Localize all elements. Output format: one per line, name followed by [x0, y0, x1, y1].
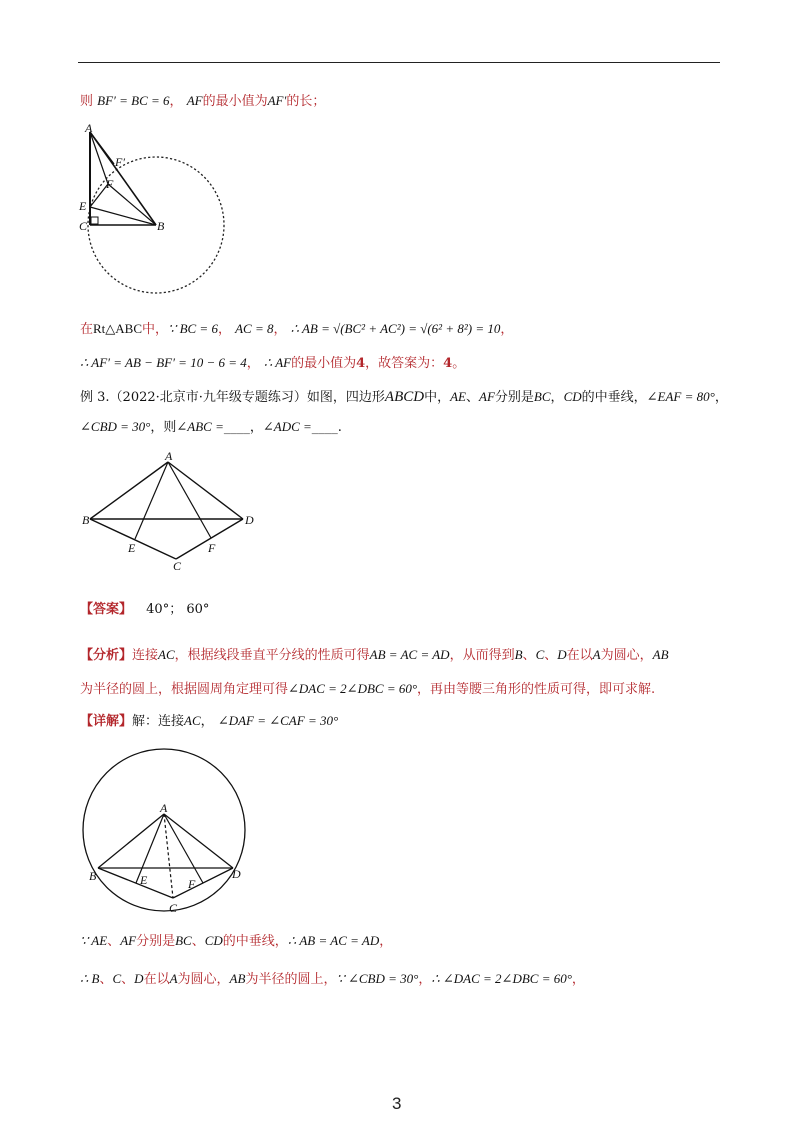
answer-blank-1: ____: [223, 420, 250, 435]
answer-blank-2: ____: [311, 420, 338, 435]
example-q4: 分别是: [494, 390, 534, 405]
example-cd: CD: [563, 389, 582, 404]
example-q7: ，: [714, 390, 728, 405]
label-c: C: [79, 219, 88, 233]
example-source: （2022·北京市·九年级专题练习）: [109, 390, 307, 405]
line3-sep: ，: [246, 356, 260, 371]
line-bf-prime: [80, 90, 325, 109]
fig3-label-f: F: [188, 877, 196, 891]
line5-t3: 在以: [143, 972, 170, 987]
analysis-t1: 连接: [132, 648, 159, 663]
answer-sep: ；: [169, 602, 183, 617]
line5-cbd: ∵ ∠CBD = 30°: [336, 971, 419, 986]
analysis-eq: AB = AC = AD: [369, 647, 450, 662]
line4-t3: 、: [191, 934, 205, 949]
fig3-af: [164, 814, 203, 883]
line3-val: 4: [356, 356, 366, 371]
example-eaf: ∠EAF = 80°: [646, 389, 715, 404]
line4-because: ∵ AE: [80, 933, 108, 948]
analysis-t2: ，根据线段垂直平分线的性质可得: [174, 648, 370, 663]
analysis-a: A: [592, 647, 601, 662]
example-bc: BC: [533, 389, 551, 404]
figure-quadrilateral: [78, 446, 268, 576]
line5-t1: 、: [99, 972, 113, 987]
example-q6: 的中垂线，: [581, 390, 647, 405]
line5-d: D: [134, 971, 144, 986]
line1-prefix: 则: [80, 94, 94, 109]
analysis-t8: 为半径的圆上，根据圆周角定理可得: [80, 682, 289, 697]
example3-line1: [80, 386, 728, 406]
header-rule: [78, 62, 720, 63]
example-abc: ∠ABC =: [176, 419, 224, 434]
line-circle-center: [80, 968, 585, 987]
answer-value-2: 60°: [186, 602, 210, 617]
line3-calc: ∴ AF′ = AB − BF′ = 10 − 6 = 4: [80, 355, 247, 370]
line2-tri: Rt△ABC: [93, 321, 143, 336]
line-af-min: [80, 352, 465, 371]
analysis-tag: 【分析】: [80, 648, 133, 663]
line3-text: 的最小值为: [291, 356, 357, 371]
example-q9: ，: [249, 420, 263, 435]
fig3-label-c: C: [169, 901, 178, 915]
line5-t2: 、: [121, 972, 135, 987]
figure-circle-quadrilateral: [78, 738, 256, 918]
fig2-label-c: C: [173, 559, 182, 573]
fig3-bc: [98, 868, 173, 898]
line1-suffix: 的长；: [286, 94, 326, 109]
fig2-label-e: E: [128, 541, 136, 555]
line1-af: AF: [186, 93, 203, 108]
detail-tag: 【详解】: [80, 714, 133, 729]
example-abcd: ABCD: [384, 389, 425, 405]
line-rt-abc: [80, 318, 513, 337]
line5-a: A: [169, 971, 178, 986]
detail-sep: ，: [200, 714, 214, 729]
example-af: AF: [479, 389, 495, 404]
example-q3: 、: [466, 390, 480, 405]
label-f: F: [106, 177, 114, 191]
fig2-label-d: D: [245, 513, 254, 527]
fig2-label-f: F: [208, 541, 216, 555]
answer-tag: 【答案】: [80, 602, 133, 617]
analysis-line2: [80, 678, 655, 697]
example-q8: ，则: [150, 420, 177, 435]
fig3-label-b: B: [89, 869, 97, 883]
line4-t4: 的中垂线，: [222, 934, 288, 949]
fig3-ab: [98, 814, 164, 868]
line1-afprime: AF′: [267, 93, 287, 108]
detail-eq: ∠DAF = ∠CAF = 30°: [217, 713, 339, 728]
line2-ac: AC = 8: [235, 321, 274, 336]
analysis-t3: ，从而得到: [449, 648, 515, 663]
analysis-t9: ，再由等腰三角形的性质可得，即可求解.: [417, 682, 656, 697]
fig3-ad: [164, 814, 233, 868]
analysis-b: B: [514, 647, 523, 662]
line3-end: 。: [452, 356, 466, 371]
answer-line: [80, 598, 209, 617]
example-q5: ，: [550, 390, 564, 405]
fig3-label-a: A: [160, 801, 168, 815]
line3-ans: 4: [443, 356, 453, 371]
line4-t2: 分别是: [136, 934, 176, 949]
fig2-label-a: A: [165, 449, 173, 463]
label-e: E: [79, 199, 87, 213]
analysis-dac: ∠DAC = 2∠DBC = 60°: [288, 681, 418, 696]
example-ae: AE: [450, 389, 466, 404]
page-number: 3: [392, 1094, 402, 1113]
detail-ac: AC: [184, 713, 201, 728]
line3-af: ∴ AF: [263, 355, 292, 370]
detail-t1: 解：连接: [132, 714, 185, 729]
line4-t1: 、: [107, 934, 121, 949]
analysis-ac: AC: [158, 647, 175, 662]
fig3-label-e: E: [140, 873, 148, 887]
label-b: B: [157, 219, 165, 233]
fig3-circle: [83, 749, 245, 911]
fig3-label-d: D: [232, 867, 241, 881]
example-q1: 如图，四边形: [306, 390, 385, 405]
line1-eq: BF′ = BC = 6: [97, 93, 170, 108]
line2-bc: ∵ BC = 6: [168, 321, 218, 336]
line5-therefore: ∴ B: [80, 971, 100, 986]
example-q10: .: [337, 420, 342, 435]
line2-prefix: 在: [80, 322, 94, 337]
fig2-ad: [168, 462, 243, 519]
line2-sep1: ，: [217, 322, 231, 337]
segment-afp: [90, 132, 114, 164]
example3-line2: [80, 416, 342, 435]
example-adc: ∠ADC =: [262, 419, 312, 434]
example-q2: 中，: [424, 390, 451, 405]
fig2-af: [168, 462, 211, 538]
line5-ab: AB: [229, 971, 246, 986]
line1-sep: ，: [169, 94, 183, 109]
label-a: A: [85, 121, 93, 135]
detail-line: [80, 710, 338, 729]
line4-end: ，: [379, 934, 393, 949]
example-label: 例 3.: [80, 390, 110, 405]
line-perpendicular-bisectors: [80, 930, 392, 949]
line2-end: ，: [500, 322, 514, 337]
analysis-t6: 在以: [566, 648, 593, 663]
fig2-label-b: B: [82, 513, 90, 527]
line4-eq: ∴ AB = AC = AD: [287, 933, 380, 948]
line5-dac: ∴ ∠DAC = 2∠DBC = 60°: [431, 971, 572, 986]
line4-af: AF: [120, 933, 137, 948]
line4-cd: CD: [204, 933, 223, 948]
label-f-prime: F′: [115, 155, 125, 169]
line5-t5: 为半径的圆上，: [245, 972, 337, 987]
answer-value-1: 40°: [146, 602, 170, 617]
analysis-line1: [80, 644, 669, 663]
example-cbd: ∠CBD = 30°: [80, 419, 151, 434]
analysis-t4: 、: [522, 648, 536, 663]
analysis-ab: AB: [652, 647, 669, 662]
line2-sep2: ，: [273, 322, 287, 337]
figure-right-triangle-circle: [74, 120, 234, 298]
analysis-c: C: [535, 647, 545, 662]
line5-t6: ，: [418, 972, 432, 987]
line5-c: C: [112, 971, 122, 986]
line4-bc: BC: [175, 933, 192, 948]
line5-t4: 为圆心，: [177, 972, 230, 987]
line1-mid: 的最小值为: [202, 94, 268, 109]
line2-zhong: 中，: [142, 322, 169, 337]
line3-text2: ，故答案为：: [365, 356, 444, 371]
right-angle-mark: [91, 217, 98, 224]
analysis-d: D: [557, 647, 567, 662]
analysis-t5: 、: [544, 648, 558, 663]
analysis-t7: 为圆心，: [600, 648, 653, 663]
line5-end: ，: [571, 972, 585, 987]
line2-ab: ∴ AB = √(BC² + AC²) = √(6² + 8²) = 10: [290, 321, 501, 336]
